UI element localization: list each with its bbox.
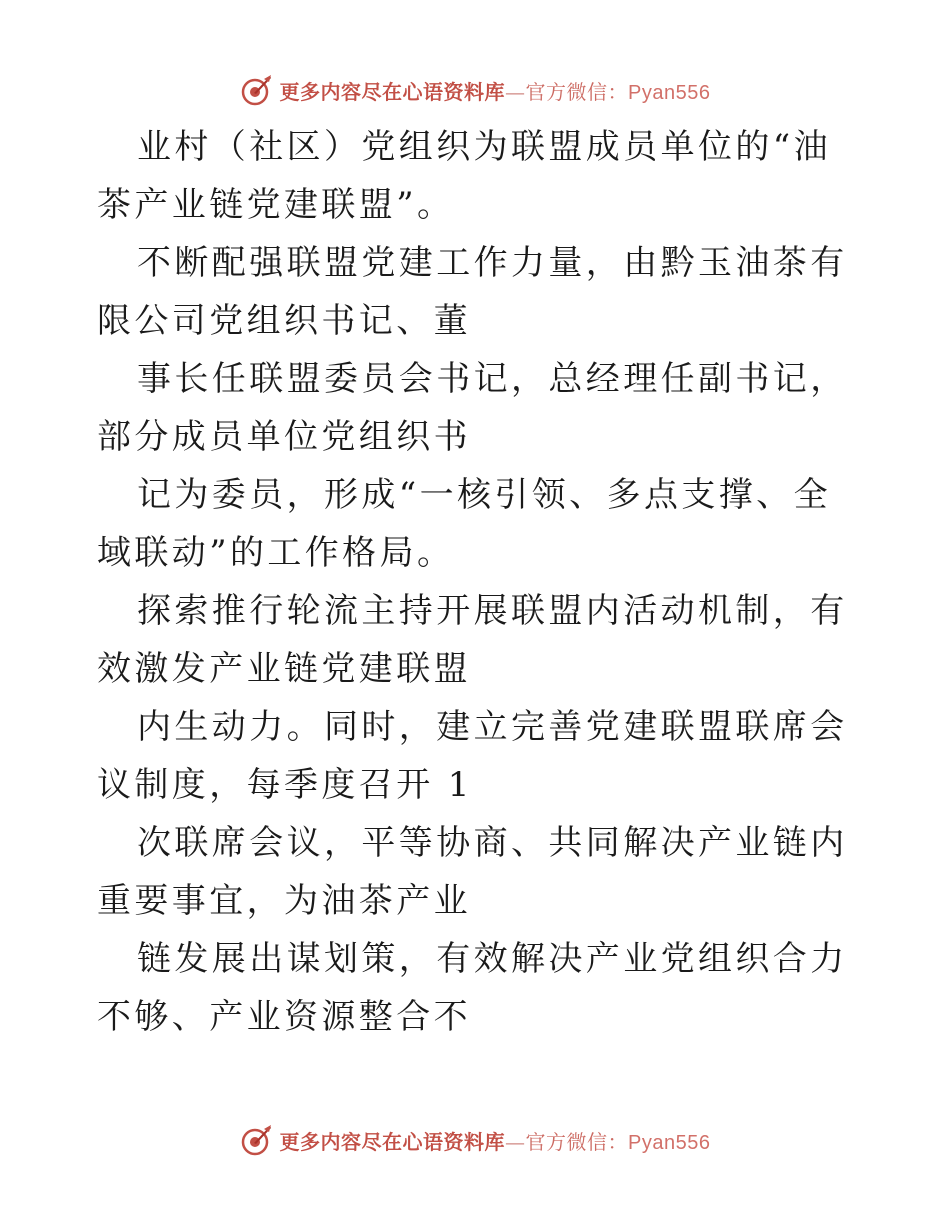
watermark-wechat-id: Pyan556 <box>628 81 711 104</box>
watermark-separator: — <box>505 1129 526 1154</box>
paragraph-6: 内生动力。同时，建立完善党建联盟联席会议制度，每季度召开 1 <box>97 707 848 805</box>
watermark-text <box>280 1126 711 1155</box>
paragraph-5: 探索推行轮流主持开展联盟内活动机制，有效激发产业链党建联盟 <box>97 591 848 689</box>
quill-pen-circle-icon <box>240 73 274 107</box>
watermark-text <box>280 76 711 105</box>
paragraph-4: 记为委员，形成“一核引领、多点支撑、全域联动”的工作格局。 <box>97 475 831 573</box>
paragraph-2: 不断配强联盟党建工作力量，由黔玉油茶有限公司党组织书记、董 <box>97 243 848 341</box>
watermark-separator: — <box>505 79 526 104</box>
paragraph-7: 次联席会议，平等协商、共同解决产业链内重要事宜，为油茶产业 <box>97 823 848 921</box>
paragraph-8: 链发展出谋划策，有效解决产业党组织合力不够、产业资源整合不 <box>97 939 848 1037</box>
watermark-main: 更多内容尽在心语资料库 <box>279 1129 506 1154</box>
document-body <box>97 118 857 1046</box>
watermark-main: 更多内容尽在心语资料库 <box>279 79 506 104</box>
paragraph-3: 事长任联盟委员会书记，总经理任副书记，部分成员单位党组织书 <box>97 359 848 457</box>
quill-pen-circle-icon <box>240 1123 274 1157</box>
watermark-wechat-id: Pyan556 <box>628 1131 711 1154</box>
header-watermark <box>0 70 950 110</box>
footer-watermark <box>0 1120 950 1160</box>
watermark-subtitle: 官方微信： <box>525 1129 629 1154</box>
paragraph-1: 业村（社区）党组织为联盟成员单位的“油茶产业链党建联盟”。 <box>97 127 831 225</box>
watermark-subtitle: 官方微信： <box>525 79 629 104</box>
